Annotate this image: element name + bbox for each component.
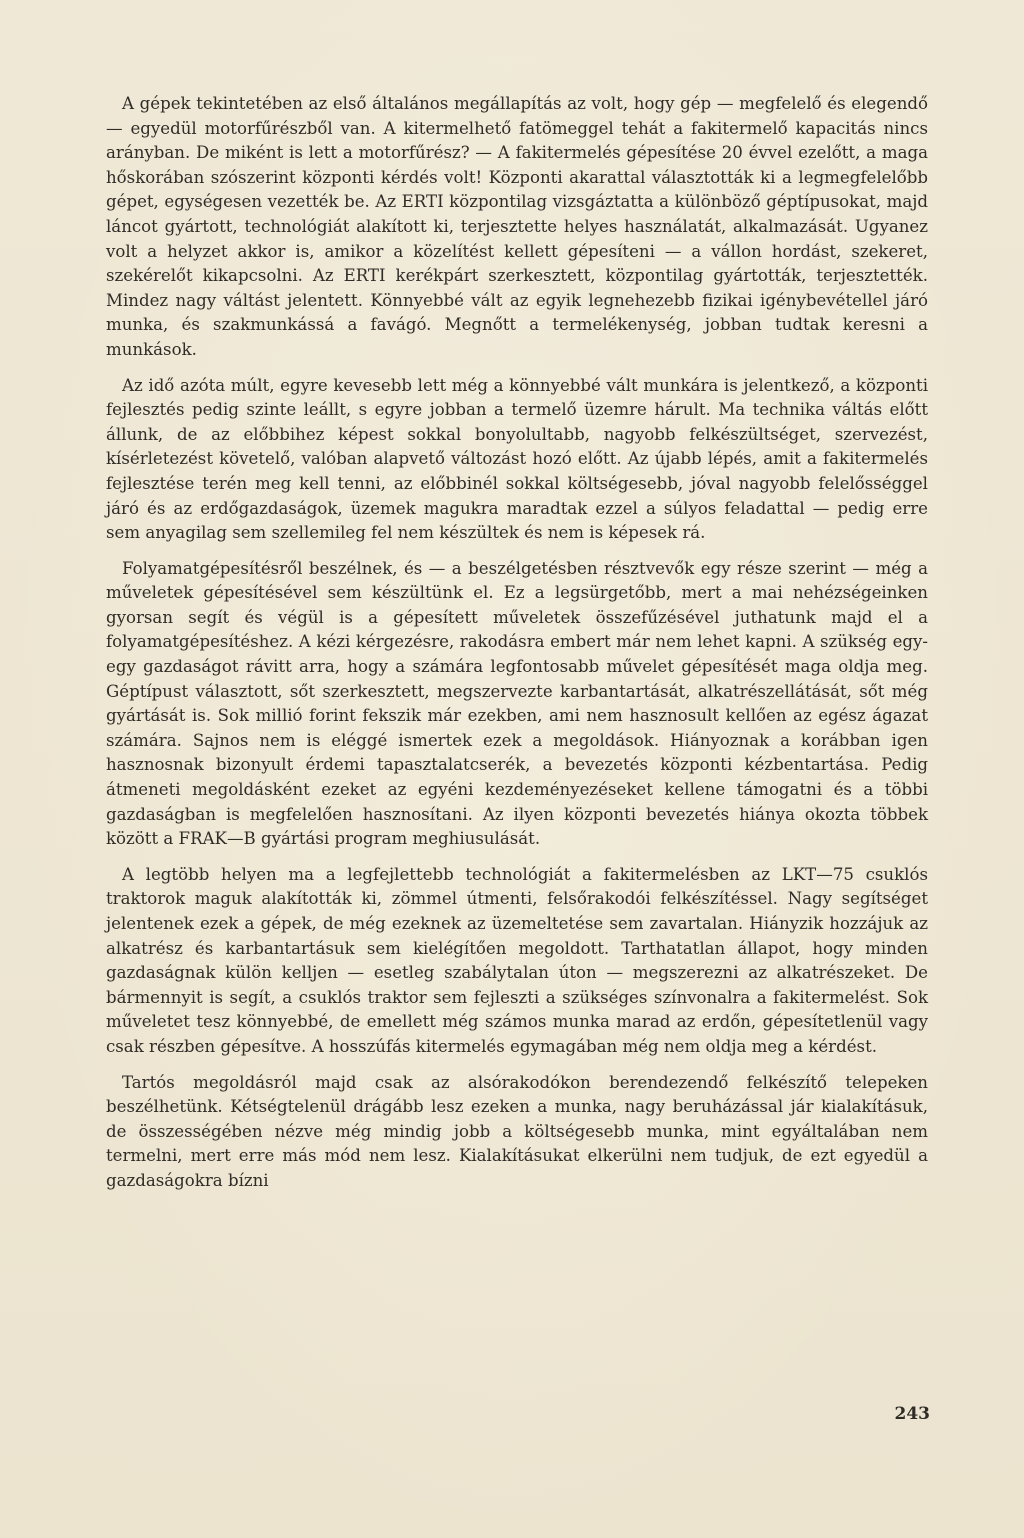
page-number: 243 bbox=[894, 1404, 930, 1424]
paragraph-2: Az idő azóta múlt, egyre kevesebb lett még a könnyebbé vált munkára is jelentkező, a központi fejlesztés pedig szinte leállt, s egyre jobban a termelő üzemre hárult. Ma technika váltás előtt állunk, de az előbbihez képest sokkal bonyolultabb, nagyobb felkészültséget, szervezést, kísérletezést követelő, valóban alapvető változást hozó előtt. Az újabb lépés, amit a fakitermelés fejlesztése terén meg kell tenni, az előbbinél sokkal költségesebb, jóval nagyobb felelősséggel járó és az erdőgazdaságok, üzemek magukra maradtak ezzel a súlyos feladattal — pedig erre sem anyagilag sem szellemileg fel nem készültek és nem is képesek rá. bbox=[106, 375, 928, 543]
paragraph-3: Folyamatgépesítésről beszélnek, és — a beszélgetésben résztvevők egy része szerint — még a műveletek gépesítésével sem készültünk el. Ez a legsürgetőbb, mert a mai nehézségeinken gyorsan segít és végül is a gépesített műveletek összefűzésével juthatunk majd el a folyamatgépesítéshez. A kézi kérgezésre, rakodásra embert már nem lehet kapni. A szükség egy-egy gazdaságot rávitt arra, hogy a számára legfontosabb művelet gépesítését maga oldja meg. Géptípust választott, sőt szerkesztett, megszervezte karbantartását, alkatrészellátását, sőt még gyártását is. Sok millió forint fekszik már ezekben, ami nem hasznosult kellően az egész ágazat számára. Sajnos nem is eléggé ismertek ezek a megoldások. Hiányoznak a korábban igen hasznosnak bizonyult érdemi tapasztalatcserék, a bevezetés központi kézbentartása. Pedig átmeneti megoldásként ezeket az egyéni kezdeményezéseket kellene támogatni és a többi gazdaságban is megfelelően hasznosítani. Az ilyen központi bevezetés hiánya okozta többek között a FRAK—B gyártási program meghiusulását. bbox=[106, 558, 928, 849]
paragraph-1: A gépek tekintetében az első általános megállapítás az volt, hogy gép — megfelelő és elegendő — egyedül motorfűrészből van. A kitermelhető fatömeggel tehát a fakitermelő kapacitás nincs arányban. De miként is lett a motorfűrész? — A fakitermelés gépesítése 20 évvel ezelőtt, a maga hőskorában szószerint központi kérdés volt! Központi akarattal választották ki a legmegfelelőbb gépet, egységesen vezették be. Az ERTI központilag vizsgáztatta a különböző géptípusokat, majd láncot gyártott, technológiát alakított ki, terjesztette helyes használatát, alkalmazását. Ugyanez volt a helyzet akkor is, amikor a közelítést kellett gépesíteni — a vállon hordást, szekeret, szekérelőt kikapcsolni. Az ERTI kerékpárt szerkesztett, központilag gyártották, terjesztették. Mindez nagy váltást jelentett. Könnyebbé vált az egyik legnehezebb fizikai igénybevétellel járó munka, és szakmunkássá a favágó. Megnőtt a termelékenység, jobban tudtak keresni a munkások. bbox=[106, 94, 928, 359]
paragraph-4: A legtöbb helyen ma a legfejlettebb technológiát a fakitermelésben az LKT—75 csuklós traktorok maguk alakították ki, zömmel útmenti, felsőrakodói felkészítéssel. Nagy segítséget jelentenek ezek a gépek, de még ezeknek az üzemeltetése sem zavartalan. Hiányzik hozzájuk az alkatrész és karbantartásuk sem kielégítően megoldott. Tarthatatlan állapot, hogy minden gazdaságnak külön kelljen — esetleg szabálytalan úton — megszerezni az alkatrészeket. De bármennyit is segít, a csuklós traktor sem fejleszti a szükséges színvonalra a fakitermelést. Sok műveletet tesz könnyebbé, de emellett még számos munka marad az erdőn, gépesítetlenül vagy csak részben gépesítve. A hosszúfás kitermelés egymagában még nem oldja meg a kérdést. bbox=[106, 864, 928, 1056]
paragraph-5: Tartós megoldásról majd csak az alsórakodókon berendezendő felkészítő telepeken beszélhetünk. Kétségtelenül drágább lesz ezeken a munka, nagy beruházással jár kialakításuk, de összességében nézve még mindig jobb a költségesebb munka, mint egyáltalában nem termelni, mert erre más mód nem lesz. Kialakításukat elkerülni nem tudjuk, de ezt egyedül a gazdaságokra bízni bbox=[106, 1072, 928, 1190]
body-text bbox=[106, 92, 928, 1205]
